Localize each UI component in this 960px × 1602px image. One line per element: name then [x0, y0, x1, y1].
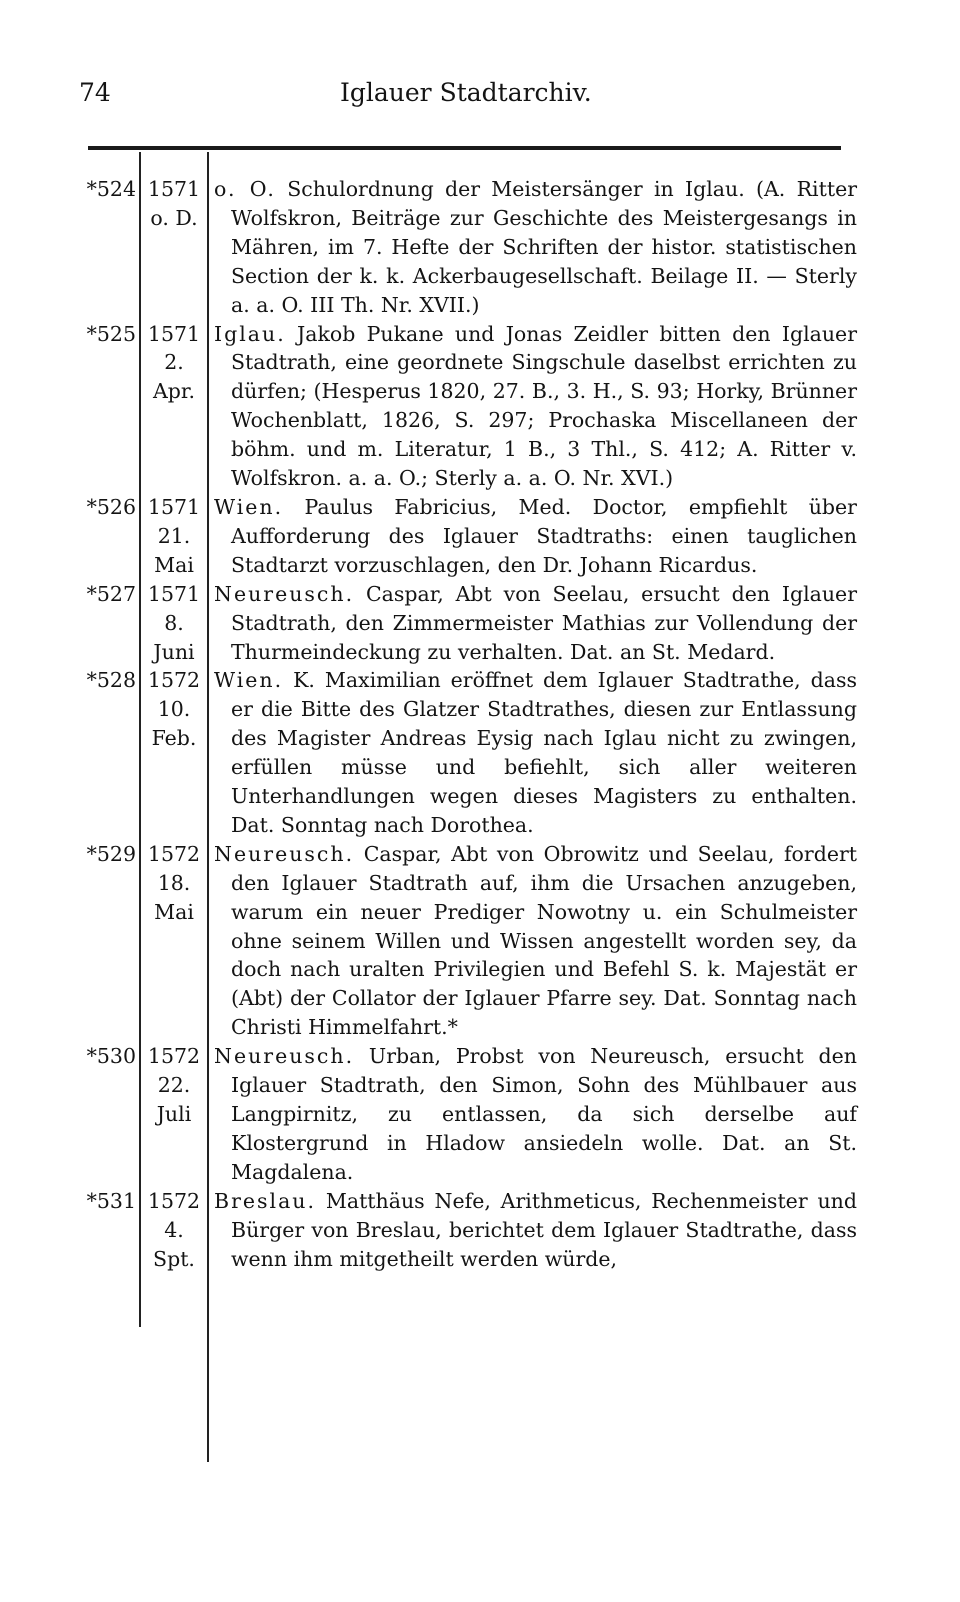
entry-number: *529 [86, 841, 136, 866]
entry-body: Urban, Probst von Neureusch, ersucht den Iglauer Stadtrath, den Simon, Sohn des Mühlbauer aus Langpirnitz, zu entlassen, da sich derselbe auf Klostergrund in Hladow ansiedeln wolle. Dat. an St. Magdalena. [231, 1044, 857, 1184]
register-entries [0, 175, 960, 1273]
entry-date [142, 1042, 206, 1129]
entry-date-day: 21. [157, 523, 191, 548]
entry-date-month: Juni [153, 639, 195, 664]
entry-date [142, 493, 206, 580]
entry-date [142, 1187, 206, 1274]
entry-530 [0, 1042, 960, 1187]
entry-date-month: Apr. [153, 379, 195, 404]
entry-place: Breslau. [214, 1188, 317, 1213]
entry-date [142, 840, 206, 927]
entry-date-year: 1572 [147, 668, 201, 693]
running-title: Iglauer Stadtarchiv. [340, 78, 592, 107]
entry-date-year: 1571 [147, 494, 201, 519]
entry-number: *527 [86, 581, 136, 606]
entry-date-year: 1572 [147, 1044, 201, 1069]
entry-body: Matthäus Nefe, Arithmeticus, Rechenmeister und Bürger von Breslau, berichtet dem Iglauer Stadtrathe, dass wenn ihm mitgetheilt werden würde, [231, 1188, 857, 1271]
entry-place: Wien. [214, 668, 284, 693]
entry-date-month: Spt. [153, 1246, 195, 1271]
entry-date-month: Mai [154, 899, 194, 924]
entry-date-day: 22. [157, 1073, 191, 1098]
entry-text [214, 175, 857, 320]
entry-text [214, 666, 857, 839]
entry-place: Neureusch. [214, 1044, 355, 1069]
entry-text [214, 1187, 857, 1274]
entry-date-day: o. D. [150, 205, 198, 230]
entry-date-year: 1571 [147, 581, 201, 606]
entry-525 [0, 320, 960, 493]
entry-date-year: 1571 [147, 321, 201, 346]
entry-date-day: 2. [164, 350, 184, 375]
page-number: 74 [79, 78, 111, 107]
entry-528 [0, 666, 960, 839]
entry-number: *530 [86, 1044, 136, 1069]
entry-body: Caspar, Abt von Obrowitz und Seelau, fordert den Iglauer Stadtrath auf, ihm die Ursachen anzugeben, warum ein neuer Prediger Nowotny u. ein Schulmeister ohne seinem Willen und Wissen angestellt worden sey, da doch nach uralten Privilegien und Befehl S. k. Majestät er (Abt) der Collator der Iglauer Pfarre sey. Dat. Sonntag nach Christi Himmelfahrt.* [231, 841, 857, 1040]
entry-text [214, 580, 857, 667]
entry-date [142, 666, 206, 753]
entry-date [142, 320, 206, 407]
entry-body: Paulus Fabricius, Med. Doctor, empfiehlt über Aufforderung des Iglauer Stadtraths: einen tauglichen Stadtarzt vorzuschlagen, den Dr. Johann Ricardus. [231, 494, 857, 577]
entry-526 [0, 493, 960, 580]
entry-524 [0, 175, 960, 320]
entry-date-day: 4. [164, 1217, 184, 1242]
entry-body: Jakob Pukane und Jonas Zeidler bitten den Iglauer Stadtrath, eine geordnete Singschule daselbst errichten zu dürfen; (Hesperus 1820, 27. B., 3. H., S. 93; Horky, Brünner Wochenblatt, 1826, S. 297; Prochaska Miscellaneen der böhm. und m. Literatur, 1 B., 3 Thl., S. 412; A. Ritter v. Wolfskron. a. a. O.; Sterly a. a. O. Nr. XVI.) [231, 321, 857, 491]
entry-date-month: Juli [156, 1102, 192, 1126]
entry-place: Neureusch. [214, 581, 355, 606]
entry-number: *526 [86, 494, 136, 519]
entry-date [142, 580, 206, 667]
entry-529 [0, 840, 960, 1042]
entry-number: *531 [86, 1188, 136, 1213]
entry-text [214, 840, 857, 1042]
entry-date-year: 1572 [147, 1188, 201, 1213]
entry-date-day: 10. [157, 697, 191, 722]
entry-place: Neureusch. [214, 841, 355, 866]
entry-body: Caspar, Abt von Seelau, ersucht den Iglauer Stadtrath, den Zimmermeister Mathias zur Vollendung der Thurmeindeckung zu verhalten. Dat. an St. Medard. [231, 581, 857, 664]
entry-531 [0, 1187, 960, 1274]
entry-text [214, 1042, 857, 1187]
entry-date-year: 1571 [147, 177, 201, 201]
entry-body: K. Maximilian eröffnet dem Iglauer Stadtrathe, dass er die Bitte des Glatzer Stadtrathes, diesen zur Entlassung des Magister Andreas Eysig nach Iglau nicht zu zwingen, erfüllen müsse und befiehlt, sich aller weiteren Unterhandlungen wegen dieses Magisters zu enthalten. Dat. Sonntag nach Dorothea. [231, 668, 857, 837]
entry-place: Wien. [214, 494, 284, 519]
entry-527 [0, 580, 960, 667]
entry-number: *528 [86, 668, 136, 693]
entry-number: *525 [86, 321, 136, 346]
entry-body: Schulordnung der Meistersänger in Iglau. (A. Ritter Wolfskron, Beiträge zur Geschichte des Meistergesangs in Mähren, im 7. Hefte der Schriften der histor. statistischen Section der k. k. Ackerbaugesellschaft. Beilage II. — Sterly a. a. O. III Th. Nr. XVII.) [231, 177, 857, 317]
entry-date-day: 18. [157, 870, 191, 895]
entry-date-day: 8. [164, 610, 184, 635]
entry-date [142, 175, 206, 233]
entry-date-year: 1572 [147, 841, 201, 866]
entry-date-month: Feb. [151, 726, 197, 751]
entry-text [214, 320, 857, 493]
entry-place: Iglau. [214, 321, 286, 346]
entry-place: o. O. [214, 177, 276, 201]
page-header [0, 78, 960, 118]
header-rule [88, 146, 841, 150]
entry-date-month: Mai [154, 552, 194, 577]
entry-number: *524 [86, 177, 136, 201]
entry-text [214, 493, 857, 580]
